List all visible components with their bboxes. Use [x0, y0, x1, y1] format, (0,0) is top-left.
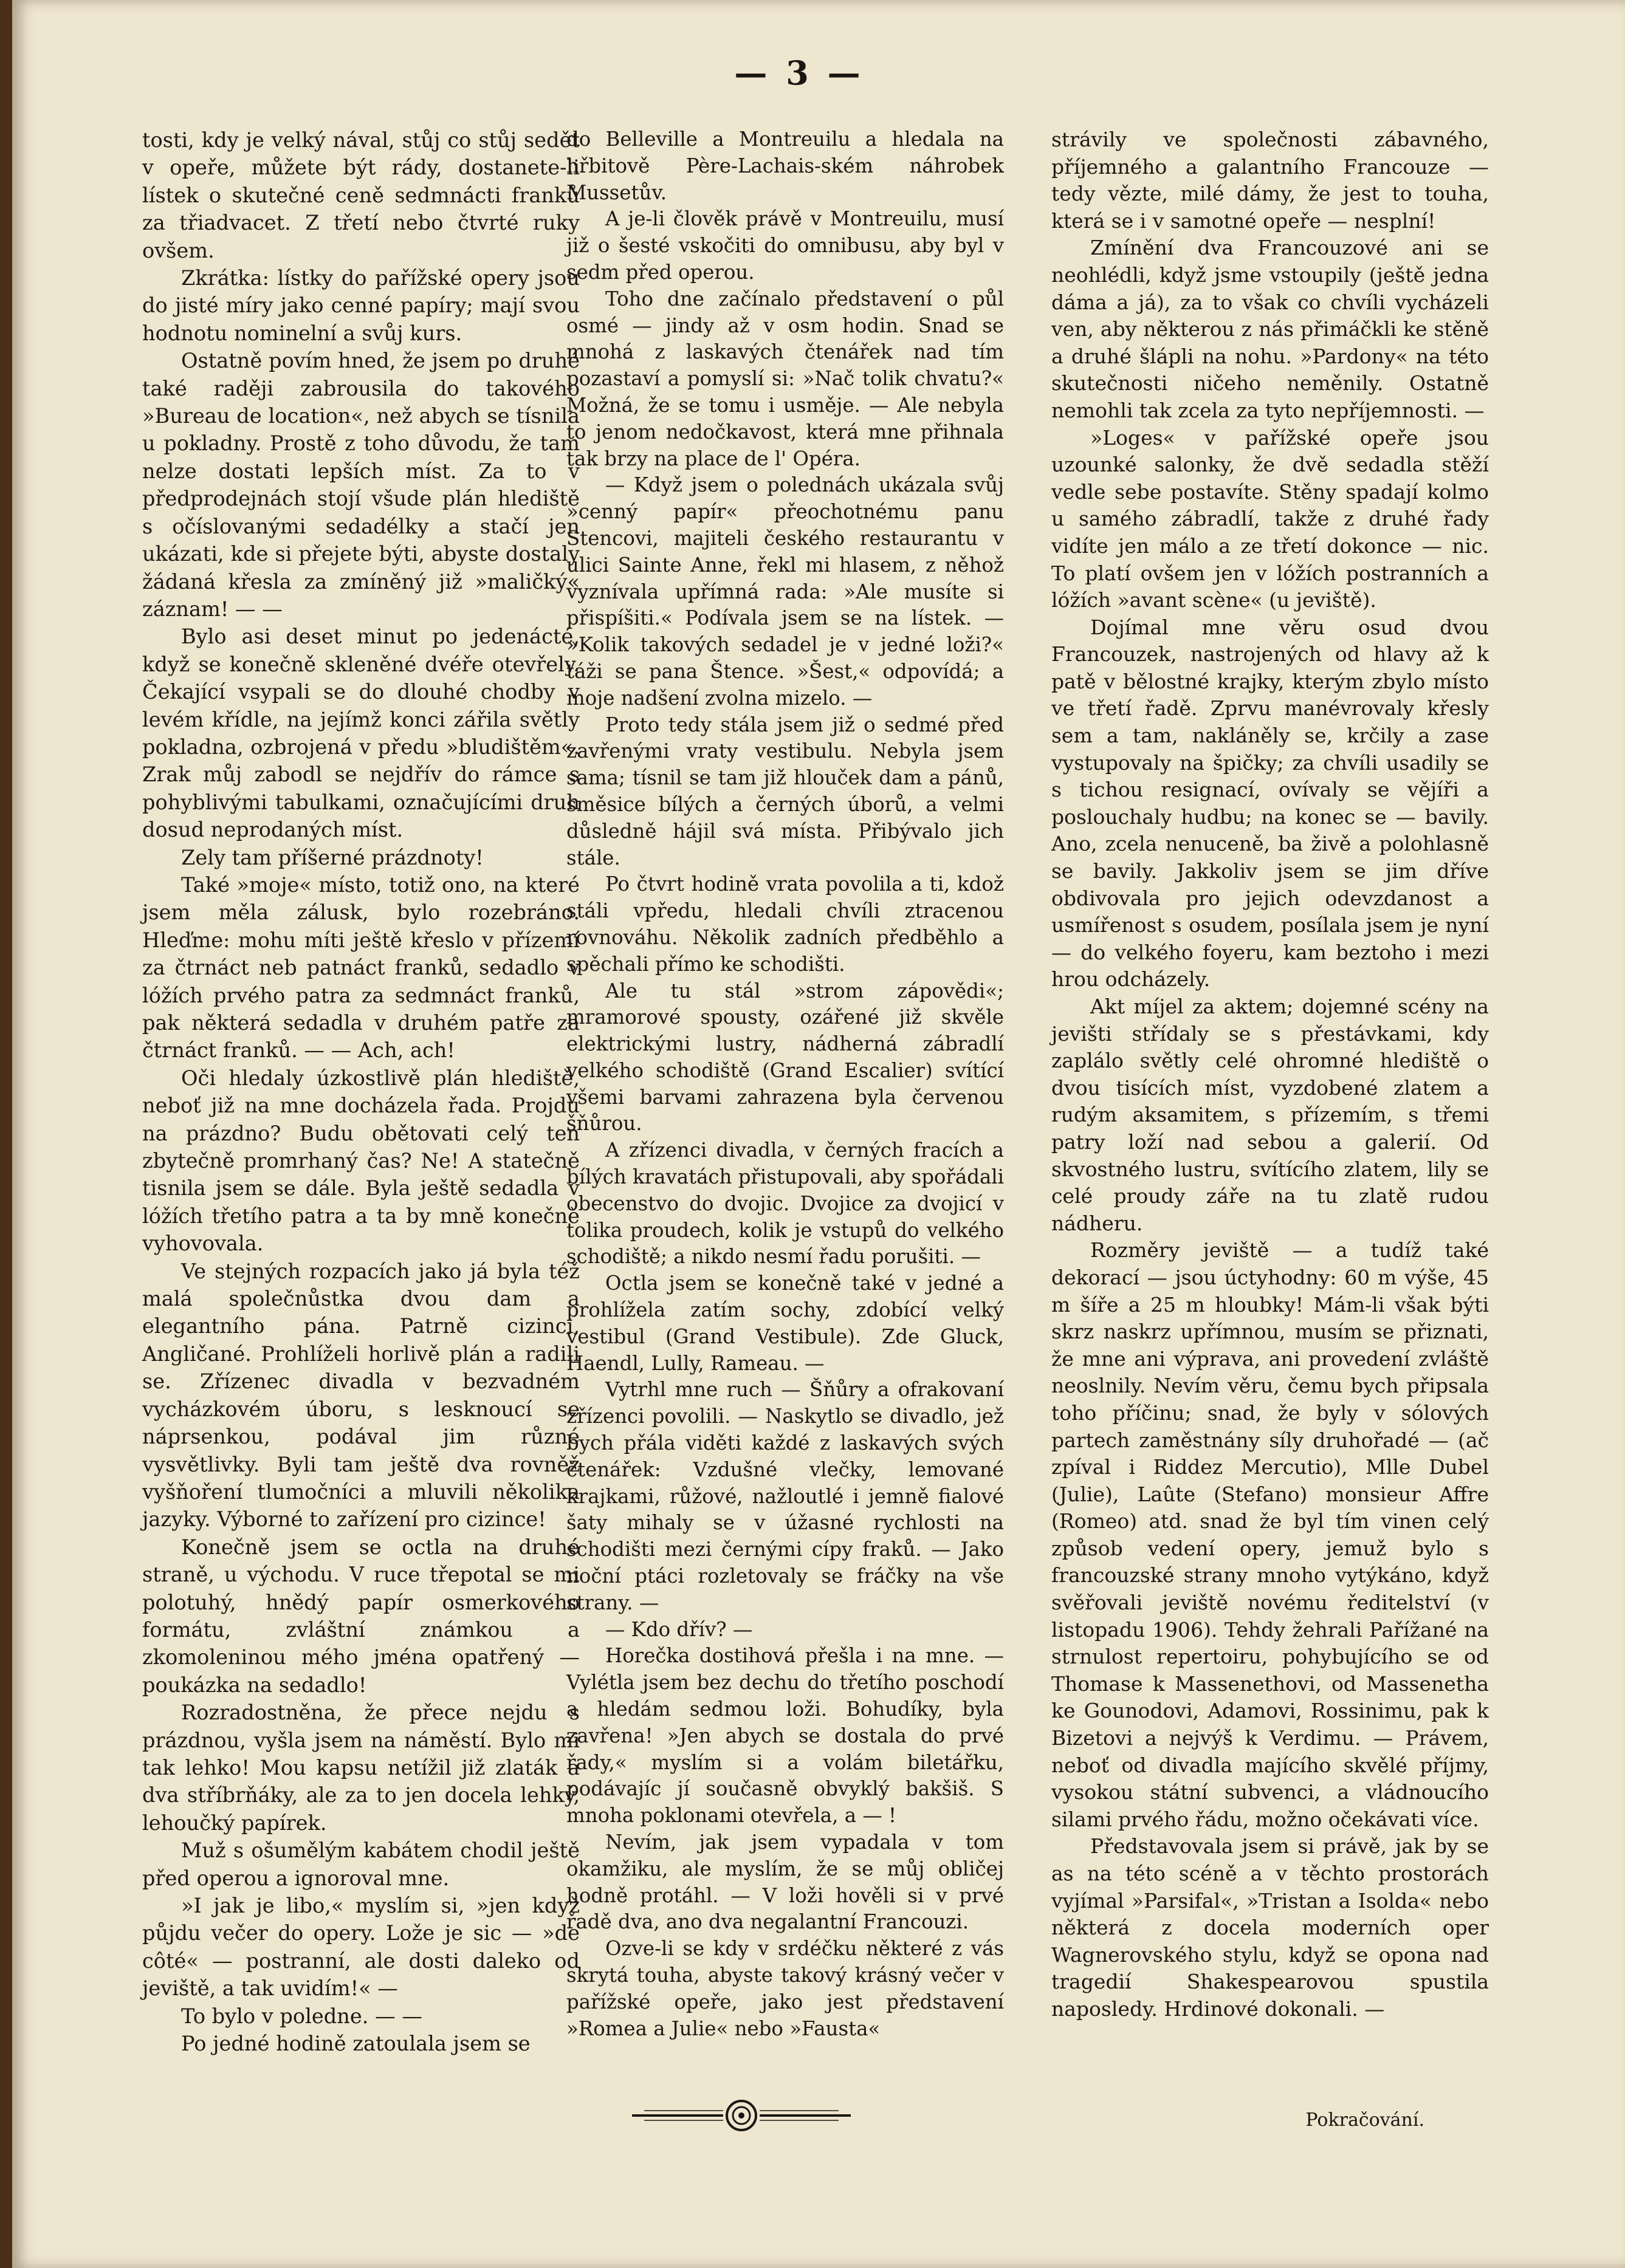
- paragraph: A je-li člověk právě v Montreuilu, musí již o šesté vskočiti do omnibusu, aby byl v sedm před operou.: [566, 207, 1004, 284]
- paragraph: Ale tu stál »strom zápovědi«; mramorové spousty, ozářené již skvěle elektrickými lustry, nádherná zábradlí velkého schodiště (Grand Escalier) svítící všemi barvami zahrazena byla červenou šňůrou.: [566, 979, 1004, 1136]
- paragraph: Muž s ošumělým kabátem chodil ještě před operou a ignoroval mne.: [142, 1838, 580, 1890]
- paragraph: tosti, kdy je velký nával, stůj co stůj sedět v opeře, můžete být rády, dostanete-li lístek o skutečné ceně sedmnácti franků za třiadvacet. Z třetí nebo čtvrté ruky ovšem.: [142, 128, 580, 262]
- paragraph: — Když jsem o polednách ukázala svůj »cenný papír« přeochotnému panu Stencovi, majiteli českého restaurantu v ulici Sainte Anne, řekl mi hlasem, z něhož vyznívala upřímná rada: »Ale musíte si přispíšiti.« Podívala jsem se na lístek. — »Kolik takových sedadel je v jedné loži?« táži se pana Štence. »Šest,« odpovídá; a moje nadšení zvolna mizelo. —: [566, 473, 1004, 710]
- paragraph: Oči hledaly úzkostlivě plán hlediště, neboť již na mne docházela řada. Projdu na prázdno? Budu obětovati celý ten zbytečně promrhaný čas? Ne! A statečně tisnila jsem se dále. Byla ještě sedadla v lóžích třetího patra a ta by mně konečně vyhovovala.: [142, 1066, 580, 1256]
- paragraph: Po čtvrt hodině vrata povolila a ti, kdož stáli vpředu, hledali chvíli ztracenou rovnováhu. Několik zadních předběhlo a spěchali přímo ke schodišti.: [566, 872, 1004, 976]
- paragraph: Horečka dostihová přešla i na mne. — Vylétla jsem bez dechu do třetího poschodí a hledám sedmou loži. Bohudíky, byla zavřena! »Jen abych se dostala do prvé řady,« myslím si a volám biletářku, podávajíc jí současně obvyklý bakšiš. S mnoha poklonami otevřela, a — !: [566, 1644, 1004, 1828]
- paragraph: Nevím, jak jsem vypadala v tom okamžiku, ale myslím, že se můj obličej hodně protáhl. — V loži hověli si v prvé řadě dva, ano dva negalantní Francouzi.: [566, 1831, 1004, 1934]
- paragraph: Konečně jsem se octla na druhé straně, u východu. V ruce třepotal se mi polotuhý, hnědý papír osmerkového formátu, zvláštní známkou a zkomoleninou mého jména opatřený — poukázka na sedadlo!: [142, 1535, 580, 1697]
- paragraph: Ostatně povím hned, že jsem po druhé také raději zabrousila do takového »Bureau de location«, než abych se tísnila u pokladny. Prostě z toho důvodu, že tam nelze dostati lepších míst. Za to v předprodejnách stojí všude plán hlediště s očíslovanými sedadélky a stačí jen ukázati, kde si přejete býti, abyste dostaly žádaná křesla za zmíněný již »maličký« záznam! — —: [142, 349, 580, 621]
- paragraph: »Loges« v pařížské opeře jsou uzounké salonky, že dvě sedadla stěží vedle sebe postavíte. Stěny spadají kolmo u samého zábradlí, takže z druhé řady vidíte jen málo a ze třetí dokonce — nic. To platí ovšem jen v lóžích postranních a lóžích »avant scène« (u jeviště).: [1051, 425, 1489, 612]
- paragraph: Dojímal mne věru osud dvou Francouzek, nastrojených od hlavy až k patě v bělostné krajky, kterým zbylo místo ve třetí řadě. Zprvu manévrovaly křesly sem a tam, nakláněly se, krčily a zase vystupovaly na špičky; za chvíli usadily se s tichou resignací, ovívaly se vějíři a poslouchaly hudbu; na konec se — bavily. Ano, zcela nenuceně, ba živě a polohlasně se bavily. Jakkoliv jsem se jim dříve obdivovala pro jejich odevzdanost a usmířenost s osudem, posílala jsem je nyní — do velkého foyeru, kam beztoho i mezi hrou odcházely.: [1051, 615, 1489, 992]
- paragraph: Zmínění dva Francouzové ani se neohlédli, když jsme vstoupily (ještě jedna dáma a já), za to však co chvíli vycházeli ven, aby některou z nás přimáčkli ke stěně a druhé šlápli na nohu. »Pardony« na této skutečnosti ničeho neměnily. Ostatně nemohli tak zcela za tyto nepříjemnosti. —: [1051, 236, 1489, 422]
- paragraph: strávily ve společnosti zábavného, příjemného a galantního Francouze — tedy vězte, milé dámy, že jest to touha, která se i v samotné opeře — nesplní!: [1051, 128, 1489, 233]
- paragraph: Ve stejných rozpacích jako já byla též malá společnůstka dvou dam a elegantního pána. Patrně cizinci, Angličané. Prohlíželi horlivě plán a radili se. Zřízenec divadla v bezvadném vycházkovém úboru, s lesknoucí se náprsenkou, podával jim různé vysvětlivky. Byli tam ještě dva rovněž vyšňoření tlumočníci a mluvili několika jazyky. Výborné to zařízení pro cizince!: [142, 1259, 580, 1532]
- paragraph: Bylo asi deset minut po jedenácté, když se konečně skleněné dvéře otevřely. Čekající vsypali se do dlouhé chodby v levém křídle, na jejímž konci zářila světly pokladna, ozbrojená v předu »bludištěm«. Zrak můj zabodl se nejdřív do rámce s pohyblivými tabulkami, označujícími druh dosud neprodaných míst.: [142, 625, 580, 842]
- paragraph: Zkrátka: lístky do pařížské opery jsou do jisté míry jako cenné papíry; mají svou hodnotu nominelní a svůj kurs.: [142, 266, 580, 345]
- paragraph: Představovala jsem si právě, jak by se as na této scéně a v těchto prostorách vyjímal »Parsifal«, »Tristan a Isolda« nebo některá z docela moderních oper Wagnerovského stylu, když se opona nad tragedií Shakespearovou spustila naposledy. Hrdinové dokonali. —: [1051, 1834, 1489, 2021]
- paragraph: Také »moje« místo, totiž ono, na které jsem měla zálusk, bylo rozebráno. Hleďme: mohu míti ještě křeslo v přízemí za čtrnáct neb patnáct franků, sedadlo v lóžích prvého patra za sedmnáct franků, pak některá sedadla v druhém patře za čtrnáct franků. — — Ach, ach!: [142, 872, 580, 1063]
- end-ornament-divider: [626, 2097, 857, 2134]
- paragraph: do Belleville a Montreuilu a hledala na hřbitově Père-Lachais-ském náhrobek Mussetův.: [566, 128, 1004, 204]
- paragraph: Akt míjel za aktem; dojemné scény na jevišti střídaly se s přestávkami, kdy zaplálo světly celé ohromné hlediště o dvou tisících míst, vyzdobené zlatem a rudým aksamitem, s přízemím, s třemi patry loží nad sebou a galerií. Od skvostného lustru, svítícího zlatem, lily se celé proudy záře na tu zlatě rudou nádheru.: [1051, 995, 1489, 1235]
- page-number: — 3 —: [734, 53, 864, 92]
- newspaper-page: [12, 0, 1625, 2268]
- paragraph: Po jedné hodině zatoulala jsem se: [181, 2032, 531, 2056]
- paragraph: — Kdo dřív? —: [605, 1617, 753, 1641]
- text-column-2: [566, 126, 1004, 2042]
- continued-label: Pokračování.: [1305, 2109, 1424, 2131]
- paragraph: Rozradostněna, že přece nejdu s prázdnou, vyšla jsem na náměstí. Bylo mi tak lehko! Mou kapsu netížil již zlaták a dva stříbrňáky, ale za to jen docela lehký, lehoučký papírek.: [142, 1701, 580, 1835]
- paragraph: To bylo v poledne. — —: [181, 2004, 422, 2028]
- text-column-1: [142, 126, 580, 2057]
- paragraph: A zřízenci divadla, v černých fracích a bílých kravatách přistupovali, aby spořádali obecenstvo do dvojic. Dvojice za dvojicí v tolika proudech, kolik je vstupů do velkého schodiště; a nikdo nesmí řadu porušiti. —: [566, 1139, 1004, 1269]
- paragraph: »I jak je libo,« myslím si, »jen když půjdu večer do opery. Lože je sic — »de côté« — postranní, ale dosti daleko od jeviště, a tak uvidím!« —: [142, 1894, 580, 2001]
- paragraph: Proto tedy stála jsem již o sedmé před zavřenými vraty vestibulu. Nebyla jsem sama; tísnil se tam již hlouček dam a pánů, směsice bílých a černých úborů, a velmi důsledně hájil svá místa. Přibývalo jich stále.: [566, 713, 1004, 869]
- paragraph: Vytrhl mne ruch — Šňůry a ofrakovaní zřízenci povolili. — Naskytlo se divadlo, jež bych přála viděti každé z laskavých svých čtenářek: Vzdušné vlečky, lemované krajkami, růžové, nažloutlé i jemně fialové šaty mihaly se v úžasné rychlosti na schodišti mezi černými cípy fraků. — Jako noční ptáci rozletovaly se fráčky na vše strany. —: [566, 1378, 1004, 1614]
- paragraph: Ozve-li se kdy v srdéčku některé z vás skrytá touha, abyste takový krásný večer v pařížské opeře, jako jest představení »Romea a Julie« nebo »Fausta«: [566, 1937, 1004, 2040]
- paragraph: Zely tam příšerné prázdnoty!: [181, 845, 484, 869]
- paragraph: Octla jsem se konečně také v jedné a prohlížela zatím sochy, zdobící velký vestibul (Grand Vestibule). Zde Gluck, Haendl, Lully, Rameau. —: [566, 1272, 1004, 1375]
- paragraph: Rozměry jeviště — a tudíž také dekorací — jsou úctyhodny: 60 m výše, 45 m šíře a 25 m hloubky! Mám-li však býti skrz naskrz upřímnou, musím se přiznati, že mne ani výprava, ani provedení zvláště neoslnily. Nevím věru, čemu bych připsala toho příčinu; snad, že byly v sólových partech zaměstnány síly druhořadé — (ač zpíval i Riddez Mercutio), Mlle Dubel (Julie), Laûte (Stefano) monsieur Affre (Romeo) atd. snad že byl tím vinen celý způsob vedení opery, jemuž bylo s francouzské strany mnoho vytýkáno, když svěřovali jeviště novému ředitelství (v listopadu 1906). Tehdy žehrali Pařížané na strnulost repertoiru, pohybujícího se od Thomase k Massenethovi, od Massenetha ke Gounodovi, Adamovi, Rossinimu, pak k Bizetovi a nejvýš k Verdimu. — Právem, neboť od divadla majícího skvělé příjmy, vysokou státní subvenci, a vládnoucího silami prvého řádu, možno očekávati více.: [1051, 1238, 1489, 1831]
- paragraph: Toho dne začínalo představení o půl osmé — jindy až v osm hodin. Snad se mnohá z laskavých čtenářek nad tím pozastaví a pomyslí si: »Nač tolik chvatu?« Možná, že se tomu i usměje. — Ale nebyla to jenom nedočkavost, která mne přihnala tak brzy na place de l' Opéra.: [566, 287, 1004, 470]
- text-column-3: [1051, 126, 1489, 2023]
